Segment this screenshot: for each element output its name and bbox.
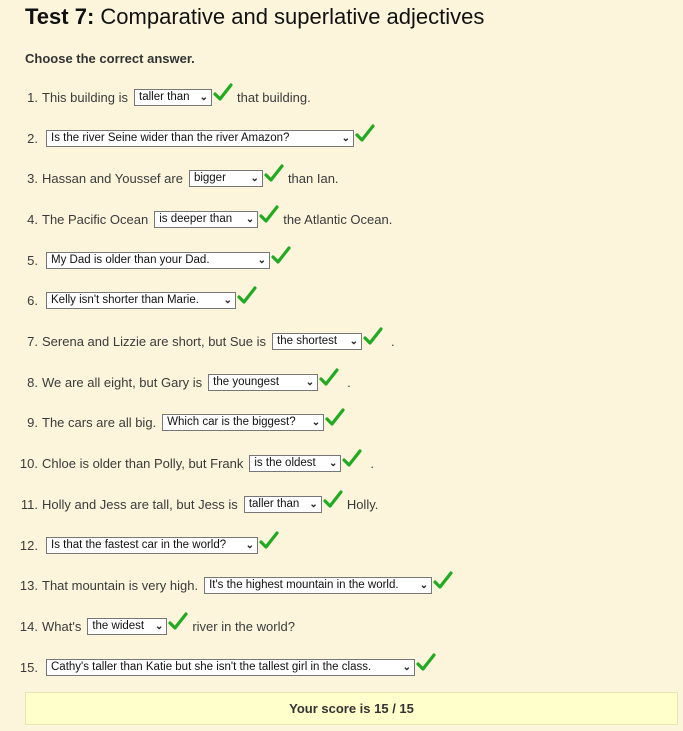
question-row	[18, 451, 374, 475]
question-number: 8.	[27, 374, 38, 390]
question-row	[18, 288, 257, 312]
page-title	[25, 4, 484, 30]
checkmark-icon	[264, 164, 284, 184]
answer-dropdown[interactable]	[134, 89, 212, 106]
answer-dropdown[interactable]	[208, 374, 318, 391]
chevron-down-icon: ⌄	[257, 254, 266, 266]
answer-selected-value: My Dad is older than your Dad.	[51, 254, 210, 266]
answer-dropdown[interactable]	[189, 170, 263, 187]
answer-selected-value: the widest	[92, 620, 145, 632]
question-row	[18, 85, 311, 109]
question-number: 6.	[27, 292, 38, 308]
question-row	[18, 126, 375, 150]
answer-dropdown[interactable]	[46, 659, 415, 676]
title-prefix: Test 7:	[25, 4, 95, 29]
checkmark-icon	[259, 205, 279, 225]
question-number: 12.	[19, 537, 38, 553]
question-text-before: Hassan and Youssef are	[42, 170, 183, 186]
question-row	[18, 248, 291, 272]
checkmark-icon	[259, 531, 279, 551]
question-text-after: .	[370, 455, 374, 471]
question-row	[18, 207, 392, 231]
question-text-after: the Atlantic Ocean.	[283, 211, 393, 227]
answer-selected-value: the shortest	[277, 335, 338, 347]
question-number: 5.	[27, 252, 38, 268]
chevron-down-icon: ⌄	[341, 132, 350, 144]
instructions: Choose the correct answer.	[25, 51, 195, 66]
chevron-down-icon: ⌄	[245, 213, 255, 225]
question-text-before: The Pacific Ocean	[42, 211, 149, 227]
question-number: 10.	[19, 455, 38, 471]
answer-selected-value: is deeper than	[159, 213, 233, 225]
answer-selected-value: bigger	[193, 172, 226, 184]
question-row	[18, 410, 345, 434]
answer-dropdown[interactable]	[154, 211, 258, 228]
question-row	[18, 166, 339, 190]
title-text: Comparative and superlative adjectives	[100, 4, 485, 29]
answer-dropdown[interactable]	[204, 577, 432, 594]
answer-dropdown[interactable]	[87, 618, 167, 635]
question-row	[18, 573, 453, 597]
checkmark-icon	[323, 490, 343, 510]
checkmark-icon	[325, 408, 345, 428]
answer-dropdown[interactable]	[46, 292, 236, 309]
chevron-down-icon: ⌄	[349, 335, 359, 347]
question-number: 3.	[27, 170, 38, 186]
question-row	[18, 614, 295, 638]
checkmark-icon	[433, 571, 453, 591]
chevron-down-icon: ⌄	[199, 91, 208, 103]
question-text-before: Serena and Lizzie are short, but Sue is	[42, 333, 267, 349]
question-number: 1.	[27, 89, 38, 105]
question-number: 14.	[19, 618, 38, 634]
question-text-after: .	[391, 333, 395, 349]
checkmark-icon	[168, 612, 188, 632]
question-row	[18, 370, 351, 394]
question-text-before: We are all eight, but Gary is	[42, 374, 203, 390]
answer-selected-value: It's the highest mountain in the world.	[209, 579, 399, 591]
checkmark-icon	[363, 327, 383, 347]
answer-selected-value: is the oldest	[254, 457, 316, 469]
answer-dropdown[interactable]	[249, 455, 341, 472]
answer-selected-value: taller than	[139, 91, 190, 103]
question-text-before: Holly and Jess are tall, but Jess is	[42, 496, 238, 512]
chevron-down-icon: ⌄	[245, 539, 254, 551]
answer-selected-value: Cathy's taller than Katie but she isn't the tallest girl in the class.	[51, 661, 372, 673]
question-text-before: What's	[42, 618, 82, 634]
chevron-down-icon: ⌄	[419, 579, 429, 591]
answer-selected-value: the youngest	[213, 376, 280, 388]
answer-selected-value: taller than	[248, 498, 300, 510]
checkmark-icon	[237, 286, 257, 306]
chevron-down-icon: ⌄	[328, 457, 338, 469]
chevron-down-icon: ⌄	[305, 376, 315, 388]
question-text-after: Holly.	[346, 496, 379, 512]
answer-selected-value: Which car is the biggest?	[167, 416, 296, 428]
answer-dropdown[interactable]	[272, 333, 362, 350]
question-row	[18, 329, 395, 353]
answer-dropdown[interactable]	[46, 252, 270, 269]
question-text-before: Chloe is older than Polly, but Frank	[42, 455, 244, 471]
answer-selected-value: Is the river Seine wider than the river Amazon?	[51, 132, 290, 144]
answer-dropdown[interactable]	[162, 414, 324, 431]
question-number: 4.	[27, 211, 38, 227]
question-text-after: that building.	[237, 89, 311, 105]
question-text-before: That mountain is very high.	[42, 577, 199, 593]
chevron-down-icon: ⌄	[154, 620, 164, 632]
question-number: 11.	[20, 496, 38, 512]
answer-selected-value: Kelly isn't shorter than Marie.	[51, 294, 199, 306]
question-number: 13.	[19, 577, 38, 593]
question-text-after: river in the world?	[192, 618, 295, 634]
question-text-after: .	[347, 374, 351, 390]
question-row	[18, 655, 436, 679]
question-text-after: than Ian.	[287, 170, 339, 186]
question-number: 15.	[19, 659, 38, 675]
question-number: 7.	[27, 333, 38, 349]
question-row	[18, 492, 378, 516]
chevron-down-icon: ⌄	[311, 416, 321, 428]
chevron-down-icon: ⌄	[402, 661, 411, 673]
chevron-down-icon: ⌄	[309, 498, 318, 510]
score-bar: Your score is 15 / 15	[25, 692, 678, 725]
checkmark-icon	[416, 653, 436, 673]
answer-dropdown[interactable]	[46, 130, 354, 147]
question-text-before: The cars are all big.	[42, 414, 157, 430]
chevron-down-icon: ⌄	[250, 172, 259, 184]
checkmark-icon	[355, 124, 375, 144]
question-row	[18, 533, 279, 557]
answer-selected-value: Is that the fastest car in the world?	[51, 539, 227, 551]
checkmark-icon	[213, 83, 233, 103]
checkmark-icon	[319, 368, 339, 388]
chevron-down-icon: ⌄	[223, 294, 232, 306]
question-number: 9.	[27, 414, 38, 430]
question-number: 2.	[27, 130, 38, 146]
answer-dropdown[interactable]	[244, 496, 322, 513]
checkmark-icon	[342, 449, 362, 469]
answer-dropdown[interactable]	[46, 537, 258, 554]
checkmark-icon	[271, 246, 291, 266]
question-text-before: This building is	[42, 89, 128, 105]
